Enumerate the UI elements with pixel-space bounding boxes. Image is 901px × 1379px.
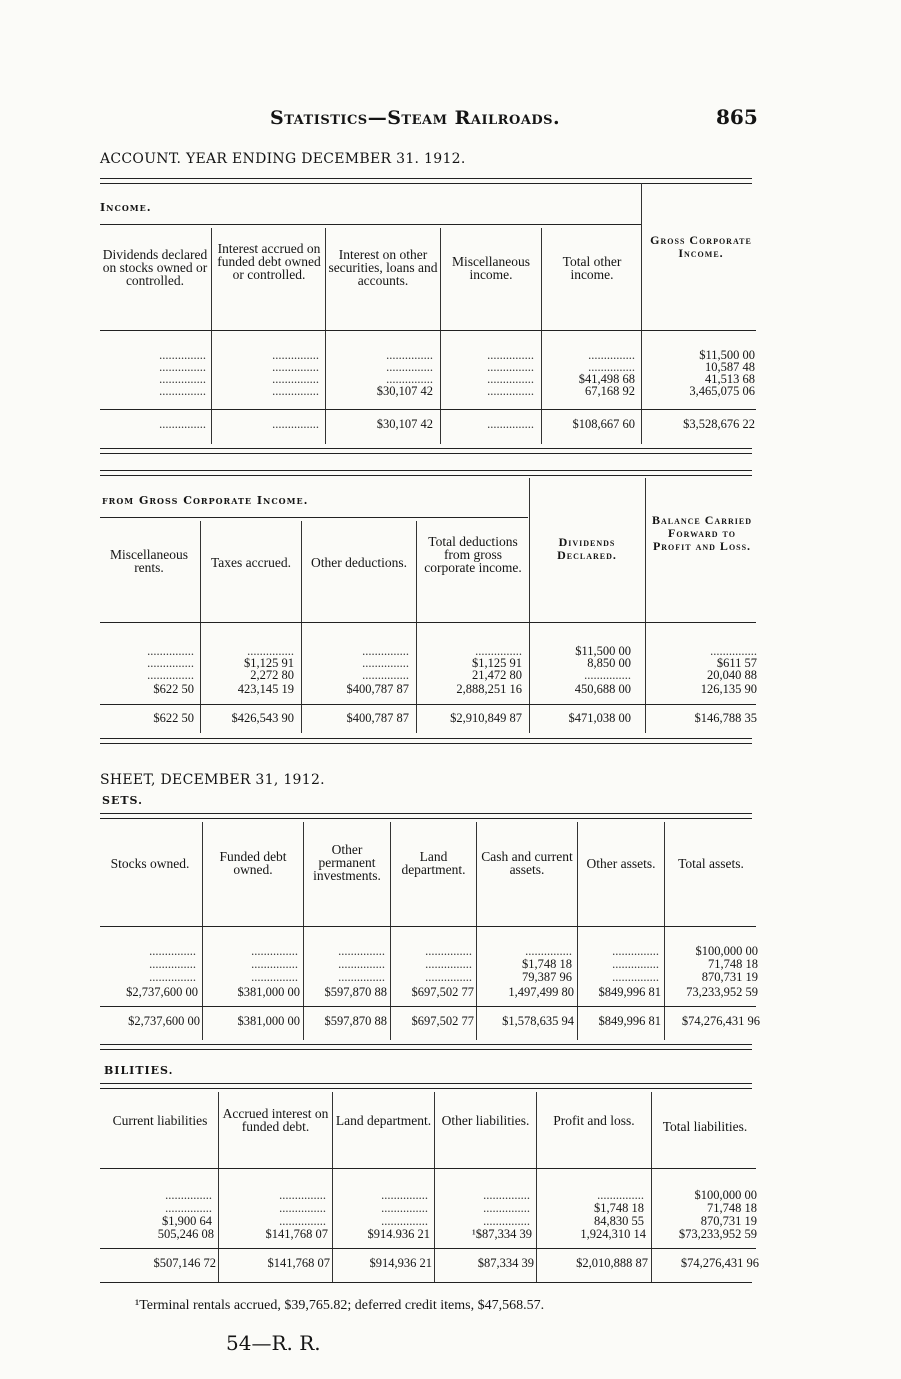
cell: ............... (165, 1201, 212, 1215)
column-divider (645, 478, 646, 733)
cell: ............... (487, 384, 534, 398)
rule (100, 178, 752, 179)
rule (100, 704, 756, 705)
rule (100, 470, 752, 471)
cell: ............... (279, 1201, 326, 1215)
cell: ............... (386, 348, 433, 362)
cell: ............... (272, 348, 319, 362)
cell: $611 57 (716, 656, 757, 670)
cell: ¹$87,334 39 (472, 1227, 532, 1241)
cell: $108,667 60 (572, 417, 635, 431)
rule (100, 1282, 752, 1283)
rule (100, 738, 752, 739)
column-divider (536, 1092, 537, 1282)
rule (100, 1248, 756, 1249)
cell: 41,513 68 (705, 372, 755, 386)
cell: $100,000 00 (694, 1188, 757, 1202)
cell: $400,787 87 (346, 711, 409, 725)
rule (100, 224, 641, 225)
cell: ............... (338, 944, 385, 958)
rule (100, 1006, 756, 1007)
cell: 423,145 19 (237, 682, 294, 696)
cell: $1,125 91 (472, 656, 522, 670)
cell: ............... (147, 644, 194, 658)
cell: ............... (272, 360, 319, 374)
cell: ............... (381, 1201, 428, 1215)
cell: ............... (147, 668, 194, 682)
column-divider (664, 822, 665, 1040)
cell: ............... (612, 957, 659, 971)
cell: ............... (612, 970, 659, 984)
cell: ............... (386, 372, 433, 386)
col-balance-carried-forward: Balance Carried Forward to Profit and Loss. (651, 513, 752, 553)
cell: ............... (487, 372, 534, 386)
cell: $2,010,888 87 (576, 1256, 648, 1270)
cell: $914.936 21 (367, 1227, 430, 1241)
column-divider (218, 1092, 219, 1282)
cell: ............... (588, 360, 635, 374)
rule (100, 330, 756, 331)
column-divider (434, 1092, 435, 1282)
cell: $100,000 00 (695, 944, 758, 958)
col-accrued-interest: Accrued interest on funded debt. (222, 1106, 329, 1134)
cell: $141,768 07 (267, 1256, 330, 1270)
cell: 870,731 19 (700, 1214, 757, 1228)
cell: $1,748 18 (594, 1201, 644, 1215)
rule (100, 813, 752, 814)
cell: 505,246 08 (157, 1227, 214, 1241)
rule (100, 453, 752, 454)
rule (100, 1168, 756, 1169)
cell: $849,996 81 (598, 985, 661, 999)
cell: 20,040 88 (707, 668, 757, 682)
cell: 67,168 92 (585, 384, 635, 398)
col-misc-rents: Miscellaneous rents. (110, 547, 188, 575)
rule (100, 1088, 752, 1089)
rule (100, 448, 752, 449)
income-subheading: Income. (100, 201, 152, 214)
rule (100, 183, 752, 184)
cell: $597,870 88 (324, 1014, 387, 1028)
cell: ............... (710, 644, 757, 658)
cell: ............... (381, 1188, 428, 1202)
deductions-subheading: from Gross Corporate Income. (102, 494, 309, 507)
col-other-liabilities: Other liabilities. (441, 1113, 530, 1128)
cell: 2,272 80 (250, 668, 294, 682)
cell: ............... (381, 1214, 428, 1228)
col-total-other-income: Total other income. (562, 254, 622, 282)
cell: $74,276,431 96 (681, 1014, 760, 1028)
cell: $849,996 81 (598, 1014, 661, 1028)
cell: $1,748 18 (522, 957, 572, 971)
rule (100, 743, 752, 744)
cell: $622 50 (153, 682, 194, 696)
cell: $914,936 21 (369, 1256, 432, 1270)
rule (100, 475, 752, 476)
rule (100, 1049, 752, 1050)
cell: ............... (159, 384, 206, 398)
rule (100, 926, 756, 927)
cell: 84,830 55 (594, 1214, 644, 1228)
col-gross-corporate-income: Gross Corporate Income. (650, 233, 752, 260)
cell: ............... (272, 384, 319, 398)
cell: ............... (487, 417, 534, 431)
column-divider (211, 228, 212, 444)
cell: $73,233,952 59 (678, 1227, 757, 1241)
cell: ............... (483, 1201, 530, 1215)
cell: ............... (584, 668, 631, 682)
cell: ............... (483, 1214, 530, 1228)
cell: $11,500 00 (575, 644, 631, 658)
cell: 10,587 48 (705, 360, 755, 374)
cell: 1,497,499 80 (508, 985, 574, 999)
cell: ............... (247, 644, 294, 658)
cell: ............... (588, 348, 635, 362)
column-divider (416, 521, 417, 733)
page-header (0, 103, 901, 133)
cell: ............... (338, 957, 385, 971)
cell: $2,910,849 87 (450, 711, 522, 725)
rule (100, 409, 756, 410)
footnote: ¹Terminal rentals accrued, $39,765.82; deferred credit items, $47,568.57. (135, 1298, 545, 1313)
cell: 71,748 18 (708, 957, 758, 971)
cell: 71,748 18 (707, 1201, 757, 1215)
cell: 79,387 96 (522, 970, 572, 984)
cell: $30,107 42 (376, 384, 433, 398)
col-interest-other-securities: Interest on other securities, loans and accounts. (328, 247, 438, 288)
cell: 2,888,251 16 (456, 682, 522, 696)
col-land-department: Land department. (401, 849, 466, 877)
cell: ............... (149, 970, 196, 984)
cell: ............... (149, 944, 196, 958)
cell: ............... (251, 944, 298, 958)
cell: $1,578,635 94 (502, 1014, 574, 1028)
cell: $41,498 68 (578, 372, 635, 386)
liabilities-subheading: BILITIES. (104, 1064, 174, 1077)
cell: 21,472 80 (472, 668, 522, 682)
cell: $2,737,600 00 (126, 985, 198, 999)
cell: ............... (338, 970, 385, 984)
column-divider (641, 183, 642, 444)
col-interest-funded-debt: Interest accrued on funded debt owned or controlled. (217, 241, 321, 282)
cell: ............... (487, 360, 534, 374)
column-divider (577, 822, 578, 1040)
cell: ............... (149, 957, 196, 971)
cell: $507,146 72 (153, 1256, 216, 1270)
cell: 3,465,075 06 (689, 384, 755, 398)
column-divider (651, 1092, 652, 1282)
column-divider (301, 521, 302, 733)
cell: $471,038 00 (568, 711, 631, 725)
col-other-assets: Other assets. (586, 856, 656, 871)
cell: ............... (165, 1188, 212, 1202)
cell: ............... (475, 644, 522, 658)
col-other-deductions: Other deductions. (311, 555, 407, 570)
cell: ............... (159, 417, 206, 431)
col-cash-current-assets: Cash and current assets. (481, 849, 573, 877)
cell: $400,787 87 (346, 682, 409, 696)
column-divider (476, 822, 477, 1040)
running-title: Statistics—Steam Railroads. (270, 107, 561, 129)
col-land-department: Land department. (335, 1113, 432, 1128)
cell: ............... (159, 360, 206, 374)
column-divider (200, 521, 201, 733)
cell: ............... (362, 656, 409, 670)
page-number: 865 (716, 105, 758, 129)
cell: $3,528,676 22 (683, 417, 755, 431)
cell: $2,737,600 00 (128, 1014, 200, 1028)
col-profit-and-loss: Profit and loss. (553, 1113, 635, 1128)
cell: ............... (525, 944, 572, 958)
cell: $30,107 42 (376, 417, 433, 431)
cell: ............... (425, 970, 472, 984)
assets-caption: SHEET, DECEMBER 31, 1912. (100, 772, 325, 788)
cell: ............... (251, 970, 298, 984)
cell: $87,334 39 (477, 1256, 534, 1270)
rule (100, 1083, 752, 1084)
cell: ............... (147, 656, 194, 670)
cell: ............... (425, 957, 472, 971)
col-total-deductions: Total deductions from gross corporate income. (424, 534, 522, 575)
cell: ............... (425, 944, 472, 958)
cell: ............... (272, 417, 319, 431)
column-divider (390, 822, 391, 1040)
cell: ............... (251, 957, 298, 971)
rule (100, 1044, 752, 1045)
cell: $11,500 00 (699, 348, 755, 362)
col-other-permanent-investments: Other permanent investments. (313, 842, 381, 883)
cell: ............... (483, 1188, 530, 1202)
column-divider (529, 478, 530, 733)
cell: ............... (386, 360, 433, 374)
cell: 450,688 00 (574, 682, 631, 696)
cell: 870,731 19 (701, 970, 758, 984)
col-total-liabilities: Total liabilities. (662, 1119, 748, 1134)
column-divider (440, 228, 441, 444)
income-caption: ACCOUNT. YEAR ENDING DECEMBER 31. 1912. (100, 151, 466, 167)
cell: $141,768 07 (265, 1227, 328, 1241)
column-divider (303, 822, 304, 1040)
cell: $381,000 00 (237, 985, 300, 999)
cell: 73,233,952 59 (686, 985, 758, 999)
rule (100, 622, 756, 623)
cell: $146,788 35 (694, 711, 757, 725)
col-misc-income: Miscellaneous income. (452, 254, 530, 282)
cell: ............... (487, 348, 534, 362)
cell: $1,900 64 (162, 1214, 212, 1228)
cell: ............... (279, 1188, 326, 1202)
rule (100, 818, 752, 819)
col-taxes-accrued: Taxes accrued. (210, 555, 291, 570)
cell: ............... (159, 372, 206, 386)
cell: ............... (597, 1188, 644, 1202)
col-dividends-declared: Dividends declared on stocks owned or controlled. (102, 247, 208, 288)
cell: 1,924,310 14 (580, 1227, 646, 1241)
assets-subheading: SETS. (102, 794, 143, 807)
cell: $597,870 88 (324, 985, 387, 999)
cell: ............... (612, 944, 659, 958)
cell: ............... (159, 348, 206, 362)
col-funded-debt-owned: Funded debt owned. (219, 849, 287, 877)
col-dividends-declared: Dividends Declared. (557, 535, 617, 562)
cell: $1,125 91 (244, 656, 294, 670)
cell: $381,000 00 (237, 1014, 300, 1028)
cell: ............... (272, 372, 319, 386)
col-current-liabilities: Current liabilities (112, 1113, 208, 1128)
column-divider (202, 822, 203, 1040)
column-divider (325, 228, 326, 444)
cell: $74,276,431 96 (680, 1256, 759, 1270)
cell: $426,543 90 (231, 711, 294, 725)
column-divider (541, 228, 542, 444)
col-total-assets: Total assets. (678, 856, 744, 871)
cell: ............... (279, 1214, 326, 1228)
signature-mark: 54—R. R. (226, 1331, 321, 1355)
cell: 126,135 90 (700, 682, 757, 696)
cell: 8,850 00 (587, 656, 631, 670)
col-stocks-owned: Stocks owned. (110, 856, 190, 871)
cell: $697,502 77 (411, 985, 474, 999)
cell: ............... (362, 668, 409, 682)
cell: $697,502 77 (411, 1014, 474, 1028)
cell: ............... (362, 644, 409, 658)
cell: $622 50 (153, 711, 194, 725)
column-divider (332, 1092, 333, 1282)
rule (100, 517, 528, 518)
